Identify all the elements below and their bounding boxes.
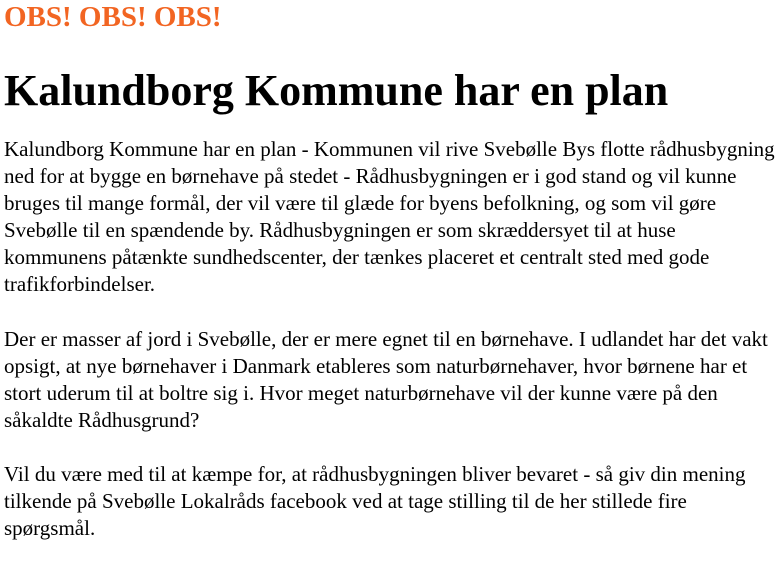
paragraph-call-to-action: Vil du være med til at kæmpe for, at rådhusbygningen bliver bevaret - så giv din mening tilkende på Svebølle Lokalråds facebook ved at tage stilling til de her stillede fire spørgsmål. [4,462,746,540]
page-title: Kalundborg Kommune har en plan [4,66,669,115]
alert-heading: OBS! OBS! OBS! [4,1,222,33]
paragraph-land: Der er masser af jord i Svebølle, der er mere egnet til en børnehave. I udlandet har det vakt opsigt, at nye børnehaver i Danmark etableres som naturbørnehaver, hvor børnene har et stort uderum til at boltre sig i. Hvor meget naturbørnehave vil der kunne være på den såkaldte Rådhusgrund? [4,327,768,432]
paragraph-plan: Kalundborg Kommune har en plan - Kommunen vil rive Svebølle Bys flotte rådhusbygning ned for at bygge en børnehave på stedet - Rådhusbygningen er i god stand og vil kunne bruges til mange formål, der vil være til glæde for byens befolkning, og som vil gøre Svebølle til en spændende by. Rådhusbygningen er som skræddersyet til at huse kommunens påtænkte sundhedscenter, der tænkes placeret et centralt sted med gode trafikforbindelser. [4,137,775,296]
